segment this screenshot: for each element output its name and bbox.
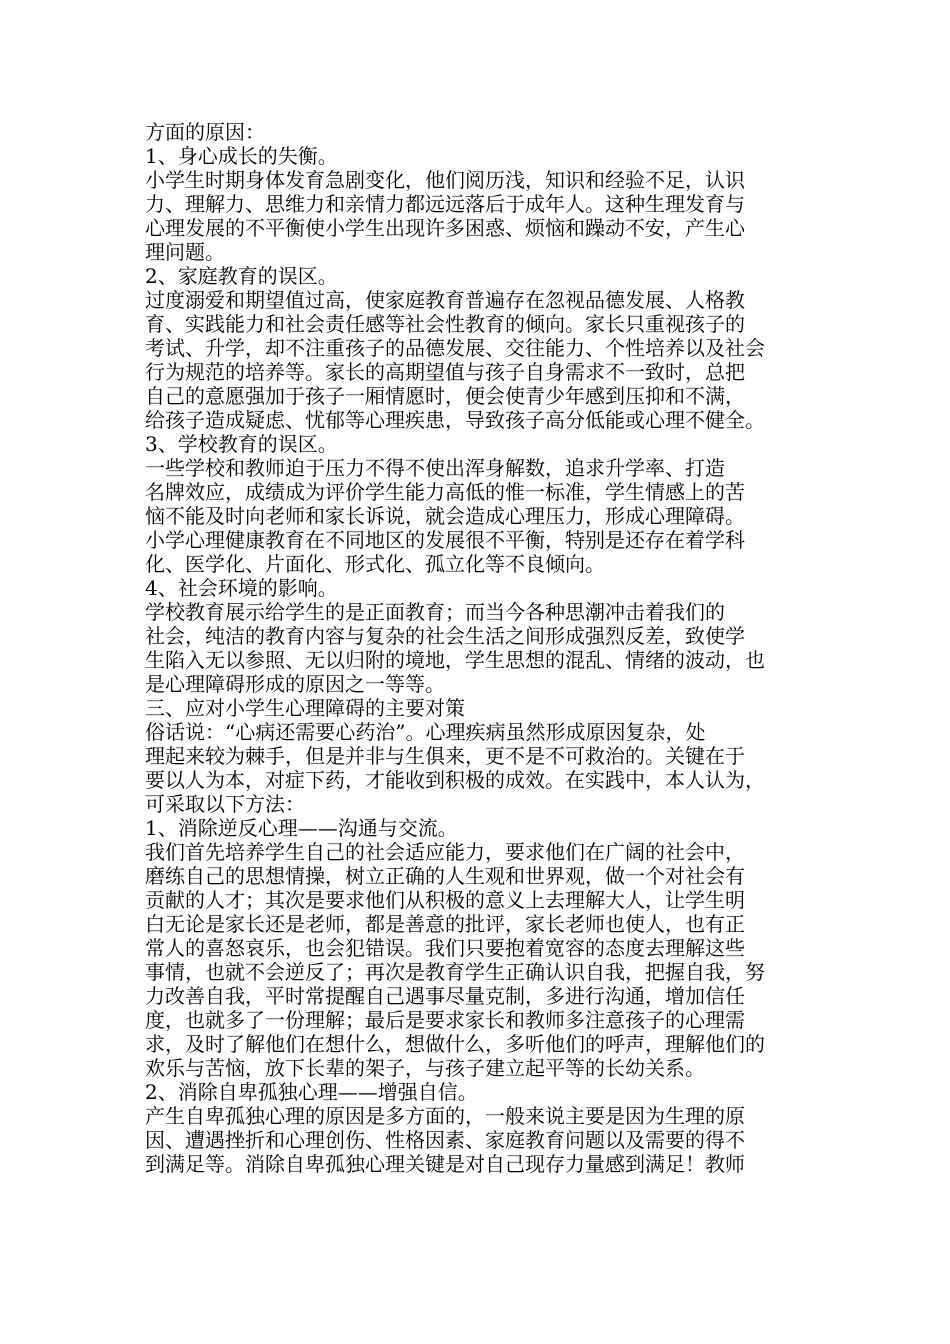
paragraph-line: 考试、升学，却不注重孩子的品德发展、交往能力、个性培养以及社会 [145, 336, 765, 360]
paragraph-line: 欢乐与苦恼，放下长辈的架子，与孩子建立起平等的长幼关系。 [145, 1056, 705, 1080]
paragraph-line: 要以人为本，对症下药，才能收到积极的成效。在实践中，本人认为， [145, 768, 765, 792]
paragraph-line: 白无论是家长还是老师，都是善意的批评，家长老师也使人，也有正 [145, 912, 745, 936]
paragraph-line: 化、医学化、片面化、形式化、孤立化等不良倾向。 [145, 552, 605, 576]
paragraph-line: 到满足等。消除自卑孤独心理关键是对自己现存力量感到满足！教师 [145, 1152, 745, 1176]
paragraph-line: 方面的原因： [145, 120, 265, 144]
paragraph-line: 产生自卑孤独心理的原因是多方面的，一般来说主要是因为生理的原 [145, 1104, 745, 1128]
paragraph-line: 过度溺爱和期望值过高，使家庭教育普遍存在忽视品德发展、人格教 [145, 288, 745, 312]
section-heading: 4、社会环境的影响。 [145, 576, 338, 600]
section-heading: 3、学校教育的误区。 [145, 432, 338, 456]
paragraph-line: 贡献的人才；其次是要求他们从积极的意义上去理解大人，让学生明 [145, 888, 745, 912]
paragraph-line: 可采取以下方法： [145, 792, 305, 816]
paragraph-line: 俗话说：“心病还需要心药治”。心理疾病虽然形成原因复杂，处 [145, 720, 706, 744]
paragraph-line: 力改善自我，平时常提醒自己遇事尽量克制，多进行沟通，增加信任 [145, 984, 745, 1008]
paragraph-line: 力、理解力、思维力和亲情力都远远落后于成年人。这种生理发育与 [145, 192, 745, 216]
paragraph-line: 磨练自己的思想情操，树立正确的人生观和世界观，做一个对社会有 [145, 864, 745, 888]
paragraph-line: 我们首先培养学生自己的社会适应能力，要求他们在广阔的社会中， [145, 840, 745, 864]
paragraph-line: 心理发展的不平衡使小学生出现许多困惑、烦恼和躁动不安，产生心 [145, 216, 745, 240]
paragraph-line: 自己的意愿强加于孩子一厢情愿时，便会使青少年感到压抑和不满， [145, 384, 745, 408]
paragraph-line: 给孩子造成疑虑、忧郁等心理疾患，导致孩子高分低能或心理不健全。 [145, 408, 765, 432]
paragraph-line: 行为规范的培养等。家长的高期望值与孩子自身需求不一致时，总把 [145, 360, 745, 384]
paragraph-line: 小学心理健康教育在不同地区的发展很不平衡，特别是还存在着学科 [145, 528, 745, 552]
paragraph-line: 恼不能及时向老师和家长诉说，就会造成心理压力，形成心理障碍。 [145, 504, 745, 528]
section-heading: 三、应对小学生心理障碍的主要对策 [145, 696, 465, 720]
paragraph-line: 因、遭遇挫折和心理创伤、性格因素、家庭教育问题以及需要的得不 [145, 1128, 745, 1152]
paragraph-line: 育、实践能力和社会责任感等社会性教育的倾向。家长只重视孩子的 [145, 312, 745, 336]
paragraph-line: 小学生时期身体发育急剧变化，他们阅历浅，知识和经验不足，认识 [145, 168, 745, 192]
paragraph-line: 生陷入无以参照、无以归附的境地，学生思想的混乱、情绪的波动，也 [145, 648, 765, 672]
paragraph-line: 度，也就多了一份理解；最后是要求家长和教师多注意孩子的心理需 [145, 1008, 745, 1032]
paragraph-line: 事情，也就不会逆反了；再次是教育学生正确认识自我，把握自我，努 [145, 960, 765, 984]
paragraph-line: 名牌效应，成绩成为评价学生能力高低的惟一标准，学生情感上的苦 [145, 480, 745, 504]
paragraph-line: 常人的喜怒哀乐，也会犯错误。我们只要抱着宽容的态度去理解这些 [145, 936, 745, 960]
paragraph-line: 理起来较为棘手，但是并非与生俱来，更不是不可救治的。关键在于 [145, 744, 745, 768]
paragraph-line: 理问题。 [145, 240, 225, 264]
paragraph-line: 求，及时了解他们在想什么，想做什么，多听他们的呼声，理解他们的 [145, 1032, 765, 1056]
paragraph-line: 一些学校和教师迫于压力不得不使出浑身解数，追求升学率、打造 [145, 456, 725, 480]
section-heading: 2、消除自卑孤独心理——增强自信。 [145, 1080, 478, 1104]
paragraph-line: 社会，纯洁的教育内容与复杂的社会生活之间形成强烈反差，致使学 [145, 624, 745, 648]
document-page [145, 120, 825, 1176]
section-heading: 2、家庭教育的误区。 [145, 264, 338, 288]
section-heading: 1、身心成长的失衡。 [145, 144, 338, 168]
section-heading: 1、消除逆反心理——沟通与交流。 [145, 816, 458, 840]
paragraph-line: 学校教育展示给学生的是正面教育；而当今各种思潮冲击着我们的 [145, 600, 725, 624]
paragraph-line: 是心理障碍形成的原因之一等等。 [145, 672, 445, 696]
